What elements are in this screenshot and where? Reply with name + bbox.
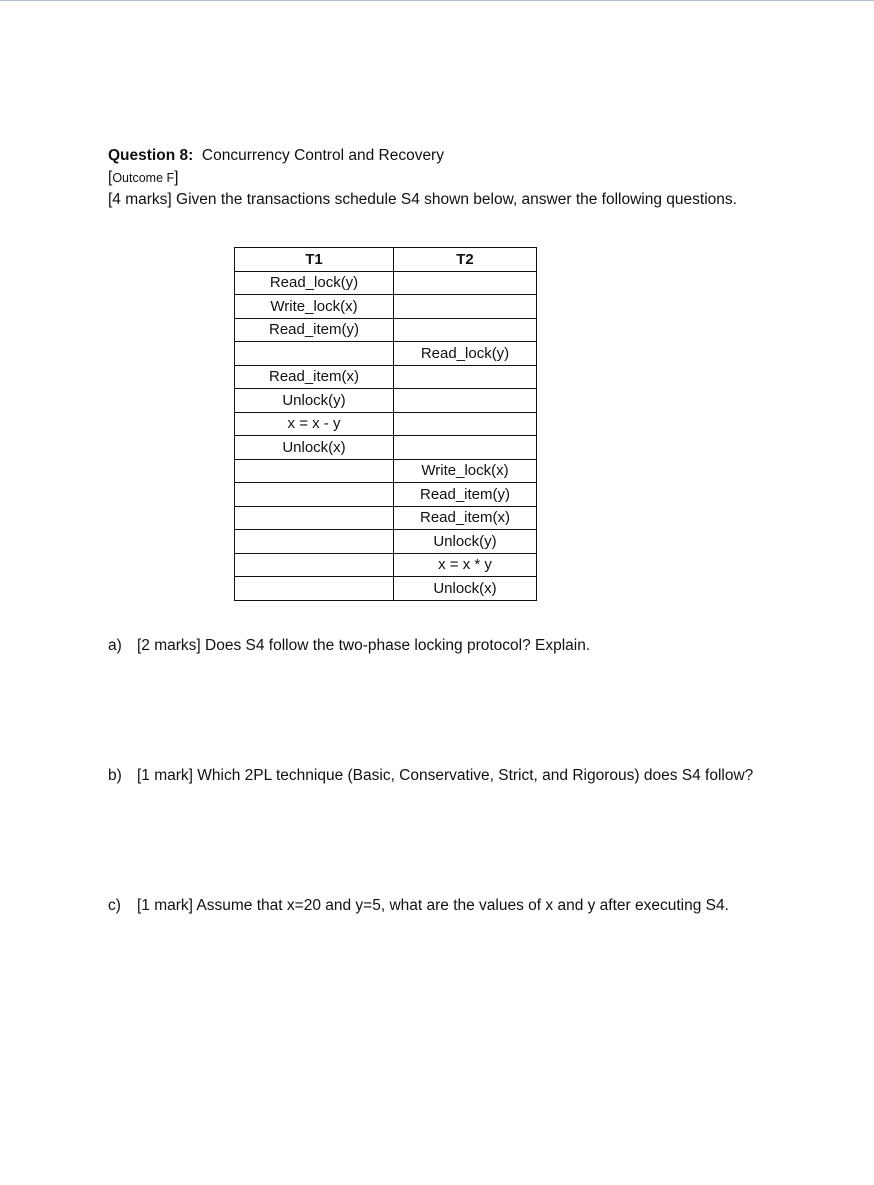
t1-cell: Read_item(x) <box>235 365 394 389</box>
question-title: Concurrency Control and Recovery <box>201 147 444 164</box>
page-top-border <box>0 0 874 1</box>
table-row <box>235 459 537 483</box>
t1-cell <box>235 530 394 554</box>
t1-cell: Write_lock(x) <box>235 295 394 319</box>
t2-cell <box>394 271 537 295</box>
t1-cell <box>235 483 394 507</box>
sub-question-letter: b) <box>108 767 122 784</box>
t2-cell: Read_item(x) <box>394 506 537 530</box>
sub-question-letter: c) <box>108 897 121 914</box>
t2-cell: Write_lock(x) <box>394 459 537 483</box>
table-row <box>235 577 537 601</box>
sub-question-a <box>108 636 590 656</box>
question-number: Question 8: <box>108 147 194 164</box>
t2-cell <box>394 389 537 413</box>
table-row <box>235 295 537 319</box>
sub-question-text: [1 mark] Which 2PL technique (Basic, Conservative, Strict, and Rigorous) does S4 follow? <box>137 767 754 784</box>
t1-cell: Read_item(y) <box>235 318 394 342</box>
table-row <box>235 553 537 577</box>
table-row <box>235 342 537 366</box>
t1-cell: Read_lock(y) <box>235 271 394 295</box>
outcome-tag <box>108 167 848 189</box>
outcome-open-bracket: [ <box>108 169 113 186</box>
sub-question-c <box>108 896 729 916</box>
sub-question-text: [2 marks] Does S4 follow the two-phase locking protocol? Explain. <box>137 637 591 654</box>
sub-question-letter: a) <box>108 637 122 654</box>
t2-cell <box>394 318 537 342</box>
t1-cell <box>235 342 394 366</box>
t1-cell: Unlock(y) <box>235 389 394 413</box>
t1-cell: x = x - y <box>235 412 394 436</box>
sub-question-b <box>108 766 753 786</box>
table-row <box>235 412 537 436</box>
t1-cell <box>235 506 394 530</box>
t2-cell <box>394 436 537 460</box>
table-row <box>235 436 537 460</box>
column-header-t1: T1 <box>235 248 394 272</box>
question-title-line <box>108 145 848 167</box>
t2-cell: Unlock(y) <box>394 530 537 554</box>
table-row <box>235 506 537 530</box>
t1-cell <box>235 553 394 577</box>
column-header-t2: T2 <box>394 248 537 272</box>
schedule-table <box>234 247 537 601</box>
outcome-close-bracket: ] <box>174 169 179 186</box>
table-row <box>235 365 537 389</box>
question-header <box>108 145 848 211</box>
t2-cell <box>394 365 537 389</box>
t2-cell: Read_item(y) <box>394 483 537 507</box>
t1-cell <box>235 459 394 483</box>
t2-cell <box>394 412 537 436</box>
t2-cell: Read_lock(y) <box>394 342 537 366</box>
table-row <box>235 271 537 295</box>
table-row <box>235 318 537 342</box>
table-row <box>235 530 537 554</box>
table-row <box>235 483 537 507</box>
t1-cell <box>235 577 394 601</box>
t2-cell: Unlock(x) <box>394 577 537 601</box>
t2-cell <box>394 295 537 319</box>
outcome-label: Outcome F <box>112 171 175 185</box>
sub-question-text: [1 mark] Assume that x=20 and y=5, what are the values of x and y after executing S4. <box>137 897 729 914</box>
schedule-header-row <box>235 248 537 272</box>
t2-cell: x = x * y <box>394 553 537 577</box>
t1-cell: Unlock(x) <box>235 436 394 460</box>
question-intro: [4 marks] Given the transactions schedule S4 shown below, answer the following questions. <box>108 191 737 208</box>
table-row <box>235 389 537 413</box>
